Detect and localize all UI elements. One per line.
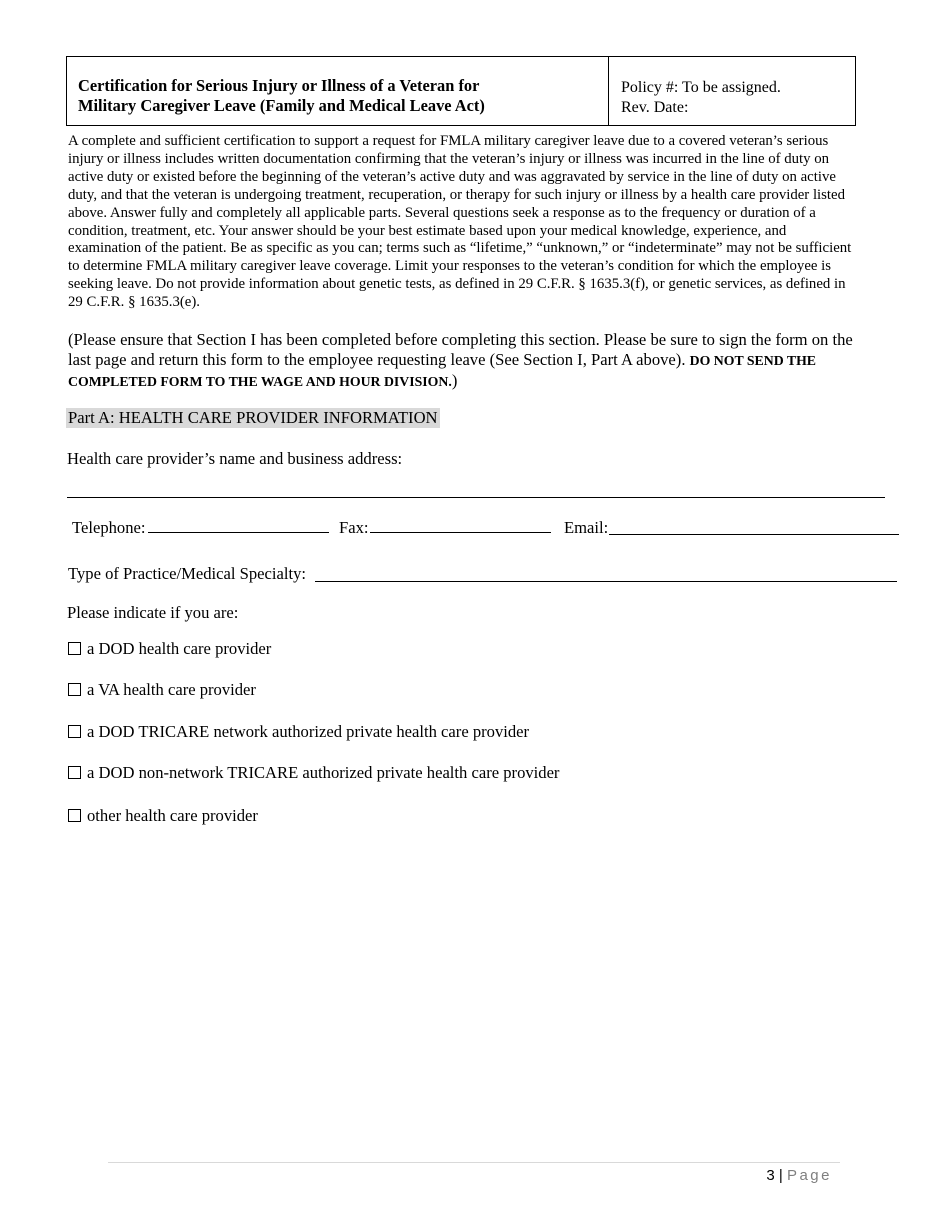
checkbox[interactable] — [68, 809, 81, 822]
option-label: a DOD non-network TRICARE authorized private health care provider — [87, 763, 560, 782]
instructions-close: ) — [451, 371, 458, 390]
intro-paragraph: A complete and sufficient certification to support a request for FMLA military caregiver leave due to a covered veteran’s serious injury or illness includes written documentation confirming that the veteran’s injury or illness was incurred in the line of duty on active duty or existed before the beginning of the veteran’s active duty and was aggravated by service in the line of duty on active duty, and that the veteran is undergoing treatment, recuperation, or therapy for such injury or illness by a health care provider listed above. Answer fully and completely all applicable parts. Several questions seek a response as to the frequency or duration of a condition, treatment, etc. Your answer should be your best estimate based upon your medical knowledge, experience, and examination of the patient. Be as specific as you can; terms such as “lifetime,” “unknown,” or “indeterminate” may not be sufficient to determine FMLA military caregiver leave coverage. Limit your responses to the veteran’s condition for which the employee is seeking leave. Do not provide information about genetic tests, as defined in 29 C.F.R. § 1635.3(f), or genetic services, as defined in 29 C.F.R. § 1635.3(e). — [68, 133, 852, 311]
fax-field[interactable] — [370, 532, 551, 533]
option-label: other health care provider — [87, 806, 258, 825]
page-footer — [766, 1166, 832, 1186]
option-va-provider[interactable] — [68, 680, 256, 700]
option-tricare-network-provider[interactable] — [68, 722, 529, 742]
checkbox[interactable] — [68, 725, 81, 738]
fax-label: Fax: — [339, 518, 369, 537]
page-number: 3 — [766, 1167, 775, 1184]
option-label: a DOD health care provider — [87, 639, 272, 658]
provider-name-field[interactable] — [67, 497, 885, 498]
instructions-paragraph — [68, 330, 868, 392]
telephone-field[interactable] — [148, 532, 329, 533]
instructions-warning: DO NOT SEND THE COMPLETED FORM TO THE WAGE AND HOUR DIVISION. — [68, 353, 817, 389]
footer-separator: | — [778, 1167, 783, 1184]
provider-name-label: Health care provider’s name and business address: — [67, 449, 403, 468]
form-meta — [609, 57, 855, 125]
option-tricare-non-network-provider[interactable] — [68, 763, 559, 783]
option-label: a DOD TRICARE network authorized private health care provider — [87, 722, 530, 741]
instructions-text: (Please ensure that Section I has been completed before completing this section. Please be sure to sign the form on the last page and return this form to the employee requesting leave (See Section I, Part A above). — [68, 330, 853, 369]
provider-type-prompt: Please indicate if you are: — [67, 603, 239, 622]
checkbox[interactable] — [68, 642, 81, 655]
form-title-line-2: Military Caregiver Leave (Family and Medical Leave Act) — [78, 96, 485, 115]
form-header — [66, 56, 856, 126]
page-word: Page — [786, 1167, 832, 1184]
policy-number: Policy #: To be assigned. — [621, 79, 781, 96]
telephone-label: Telephone: — [72, 518, 146, 537]
checkbox[interactable] — [68, 766, 81, 779]
part-a-heading: Part A: HEALTH CARE PROVIDER INFORMATION — [68, 408, 438, 427]
email-field[interactable] — [609, 534, 899, 535]
footer-divider — [108, 1162, 840, 1163]
specialty-field[interactable] — [315, 581, 897, 582]
option-dod-provider[interactable] — [68, 639, 271, 659]
form-title-line-1: Certification for Serious Injury or Illness of a Veteran for — [78, 76, 480, 95]
checkbox[interactable] — [68, 683, 81, 696]
specialty-label: Type of Practice/Medical Specialty: — [68, 564, 306, 583]
form-title — [67, 57, 609, 125]
option-other-provider[interactable] — [68, 806, 258, 826]
email-label: Email: — [564, 518, 609, 537]
revision-date: Rev. Date: — [621, 99, 689, 116]
option-label: a VA health care provider — [87, 680, 256, 699]
